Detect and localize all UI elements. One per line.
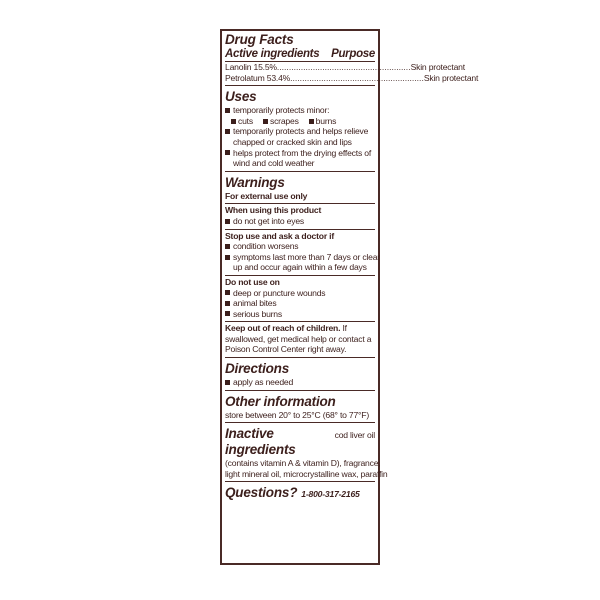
bullet-icon [263,119,268,124]
bullet-icon [225,311,230,316]
active-ingredients-section [225,32,479,86]
ingredient-purpose: Skin protectant [423,72,479,83]
bullet-icon [225,255,230,260]
stop-use-title: Stop use and ask a doctor if [225,230,335,241]
directions-section [225,358,375,391]
other-information-header: Other information [225,393,336,409]
minor-list-item: cuts [231,116,253,127]
leader-dots [277,62,411,73]
uses-header: Uses [225,89,257,105]
uses-section [225,86,375,172]
ingredient-purpose: Skin protectant [410,62,465,72]
directions-header: Directions [225,361,290,377]
uses-item-continued: wind and cold weather [233,158,315,169]
other-information-text: store between 20° to 25°C (68° to 77°F) [225,409,370,420]
stop-use-block [225,229,380,273]
uses-item: temporarily protects minor: [225,105,375,116]
keep-out-block [225,321,375,355]
uses-item: temporarily protects and helps relieve [225,126,375,137]
do-not-use-title: Do not use on [225,276,280,287]
warnings-section [225,172,380,358]
stop-use-item-continued: up and occur again within a few days [233,262,367,273]
active-ingredients-header-row [225,48,375,62]
inactive-ingredients-text: (contains vitamin A & vitamin D), fragrance, [225,458,381,469]
inactive-ingredients-text: light mineral oil, microcrystalline wax, paraffin [225,468,388,479]
inactive-ingredients-section [225,423,388,482]
questions-section [225,482,375,503]
keep-out-line: Keep out of reach of children. If [225,323,347,334]
external-use-notice: For external use only [225,190,308,201]
stop-use-item: symptoms last more than 7 days or clear [225,252,375,263]
bullet-icon [225,129,230,134]
bullet-icon [309,119,314,124]
uses-item: helps protect from the drying effects of [225,148,375,159]
ingredient-name: Petrolatum 53.4% [225,72,291,83]
when-using-block [225,203,375,226]
drug-facts-title: Drug Facts [225,32,294,47]
inactive-header-row [225,426,375,458]
directions-item: apply as needed [225,377,375,388]
minor-list [225,116,375,127]
ingredient-row [225,62,465,73]
drug-facts-label [220,29,479,565]
uses-item-continued: chapped or cracked skin and lips [233,136,352,147]
when-using-title: When using this product [225,205,322,216]
bullet-icon [225,380,230,385]
other-information-section [225,391,375,424]
bullet-icon [225,301,230,306]
stop-use-item: condition worsens [225,241,375,252]
bullet-icon [225,150,230,155]
questions-row [225,485,375,501]
bullet-icon [225,219,230,224]
bullet-icon [231,119,236,124]
purpose-header: Purpose [331,48,375,60]
keep-out-text: Poison Control Center right away. [225,344,347,355]
do-not-use-item: serious burns [225,309,375,320]
ingredient-row [225,72,479,84]
bullet-icon [225,290,230,295]
inactive-ingredients-first: cod liver oil [334,430,375,441]
bullet-icon [225,108,230,113]
leader-dots [290,73,424,84]
active-ingredients-header: Active ingredients [225,48,320,60]
questions-header: Questions? [225,485,298,501]
when-using-item: do not get into eyes [225,216,375,227]
do-not-use-item: deep or puncture wounds [225,288,375,299]
minor-list-item: burns [309,116,337,127]
warnings-header: Warnings [225,174,285,190]
questions-phone: 1-800-317-2165 [301,489,360,500]
bullet-icon [225,244,230,249]
do-not-use-item: animal bites [225,298,375,309]
inactive-ingredients-header: Inactive ingredients [225,426,296,458]
minor-list-item: scrapes [263,116,299,127]
ingredient-name: Lanolin 15.5% [225,62,277,72]
keep-out-bold: Keep out of reach of children. [225,323,341,334]
keep-out-text: swallowed, get medical help or contact a [225,333,372,344]
do-not-use-block [225,275,375,319]
